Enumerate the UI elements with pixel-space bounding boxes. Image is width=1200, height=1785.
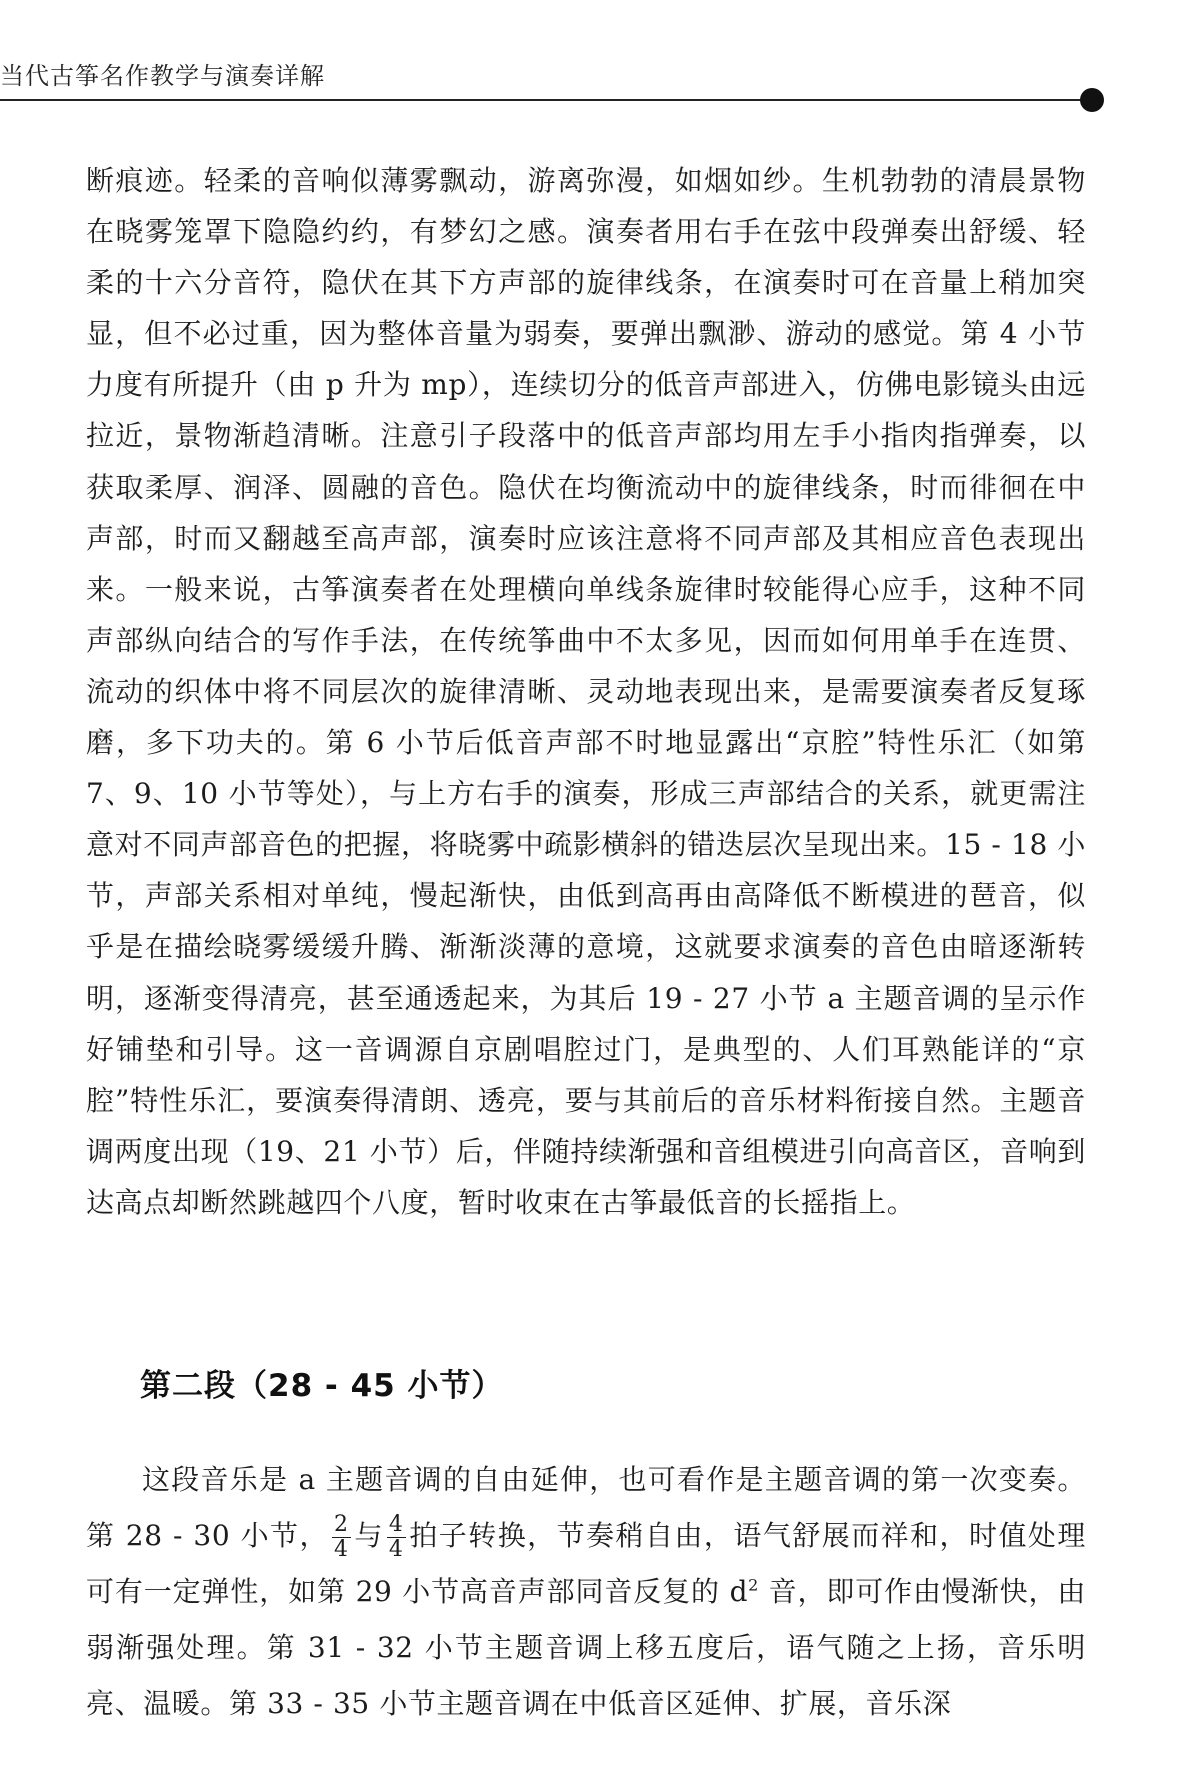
time-signature-fraction [332, 1513, 351, 1562]
fraction-numerator: 4 [388, 1512, 404, 1537]
running-header-title: 当代古筝名作教学与演奏详解 [0, 62, 325, 90]
paragraph-continued: 断痕迹。轻柔的音响似薄雾飘动，游离弥漫，如烟如纱。生机勃勃的清晨景物在晓雾笼罩下隐隐约约，有梦幻之感。演奏者用右手在弦中段弹奏出舒缓、轻柔的十六分音符，隐伏在其下方声部的旋律线条，在演奏时可在音量上稍加突显，但不必过重，因为整体音量为弱奏，要弹出飘渺、游动的感觉。第 4 小节力度有所提升（由 p 升为 mp），连续切分的低音声部进入，仿佛电影镜头由远拉近，景物渐趋清晰。注意引子段落中的低音声部均用左手小指肉指弹奏，以获取柔厚、润泽、圆融的音色。隐伏在均衡流动中的旋律线条，时而徘徊在中声部，时而又翻越至高声部，演奏时应该注意将不同声部及其相应音色表现出来。一般来说，古筝演奏者在处理横向单线条旋律时较能得心应手，这种不同声部纵向结合的写作手法，在传统筝曲中不太多见，因而如何用单手在连贯、流动的织体中将不同层次的旋律清晰、灵动地表现出来，是需要演奏者反复琢磨，多下功夫的。第 6 小节后低音声部不时地显露出“京腔”特性乐汇（如第 7、9、10 小节等处），与上方右手的演奏，形成三声部结合的关系，就更需注意对不同声部音色的把握，将晓雾中疏影横斜的错迭层次呈现出来。15 - 18 小节，声部关系相对单纯，慢起渐快，由低到高再由高降低不断模进的琶音，似乎是在描绘晓雾缓缓升腾、渐渐淡薄的意境，这就要求演奏的音色由暗逐渐转明，逐渐变得清亮，甚至通透起来，为其后 19 - 27 小节 a 主题音调的呈示作好铺垫和引导。这一音调源自京剧唱腔过门，是典型的、人们耳熟能详的“京腔”特性乐汇，要演奏得清朗、透亮，要与其前后的音乐材料衔接自然。主题音调两度出现（19、21 小节）后，伴随持续渐强和音组模进引向高音区，音响到达高点却断然跳越四个八度，暂时收束在古筝最低音的长摇指上。 [86, 164, 1086, 1219]
text-run: 音，即可作由慢渐快，由弱渐强处理。第 31 - 32 小节主题音调上移五度后，语气随之上扬，音乐明亮、温暖。第 33 - 35 小节主题音调在中低音区延伸、扩展，音乐深 [86, 1575, 1087, 1720]
header-rule [0, 99, 1090, 101]
octave-superscript: 2 [748, 1575, 759, 1595]
section-text [86, 1452, 1086, 1732]
section-paragraph [86, 1452, 1086, 1732]
fraction-denominator: 4 [388, 1537, 404, 1562]
text-run: 这段音乐是 a 主题音调的自由延伸，也可看作是主题音调的第一次变奏。第 28 - 30 小节， [86, 1463, 1086, 1552]
text-run: 拍子转换，节奏稍自由，语气舒展而祥和，时值处理可有一定弹性，如第 29 小节高音声部同音反复的 d [86, 1519, 1086, 1608]
page-header [0, 0, 1200, 108]
body-text [86, 155, 1086, 1228]
section-heading: 第二段（28 - 45 小节） [140, 1368, 504, 1404]
fraction-denominator: 4 [333, 1537, 349, 1562]
time-signature-fraction [387, 1513, 406, 1562]
text-run: 与 [353, 1519, 384, 1552]
fraction-numerator: 2 [333, 1512, 349, 1537]
header-bullet-dot [1080, 88, 1104, 112]
